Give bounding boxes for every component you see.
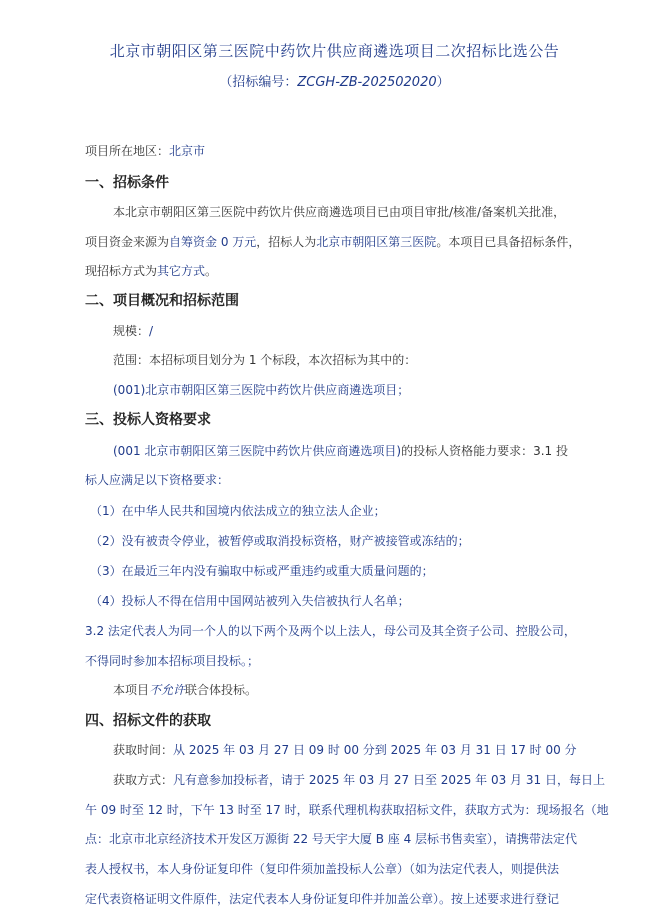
qualification-item-1: （1）在中华人民共和国境内依法成立的独立法人企业； [90, 504, 386, 518]
announcement-title: 北京市朝阳区第三医院中药饮片供应商遴选项目二次招标比选公告 [109, 42, 560, 60]
scope-line: 范围：本招标项目划分为 1 个标段，本次招标为其中的： [113, 353, 417, 367]
acquisition-method-4: 表人授权书，本人身份证复印件（复印件须加盖投标人公章）（如为法定代表人，则提供法 [85, 862, 560, 876]
acquisition-method-3: 点：北京市北京经济技术开发区万源街 22 号天宇大厦 B 座 4 层标书售卖室），请携带法定代 [85, 832, 578, 846]
method-label: 现招标方式为 [85, 264, 158, 278]
method-value: 其它方式 [157, 264, 206, 278]
tenderer-value: 北京市朝阳区第三医院 [316, 235, 437, 249]
section-4-heading: 四、招标文件的获取 [85, 713, 211, 729]
qualification-item-6: 不得同时参加本招标项目投标。； [85, 654, 260, 668]
time-label: 获取时间： [113, 743, 174, 757]
joint-bid-line [113, 681, 653, 698]
section-3-heading: 三、投标人资格要求 [85, 412, 211, 428]
qualification-req: 的投标人资格能力要求：3.1 投 [401, 444, 568, 458]
joint-bid-value: 不允许 [149, 683, 186, 697]
method-label-2: 获取方式： [113, 773, 174, 787]
funding-label: 项目资金来源为 [85, 235, 170, 249]
location-value: 北京市 [169, 144, 206, 158]
method-end: 。 [205, 264, 218, 278]
tenderer-label: ，招标人为 [256, 235, 317, 249]
section-1-line-2 [85, 233, 625, 250]
tender-number-value: ZCGH-ZB-202502020 [297, 75, 437, 90]
acquisition-method-1 [113, 771, 653, 788]
tender-number-close: ） [436, 75, 450, 90]
section-2-heading: 二、项目概况和招标范围 [85, 293, 239, 309]
condition-text: 。本项目已具备招标条件， [436, 235, 581, 249]
project-location [85, 142, 625, 159]
section-1-line-1: 本北京市朝阳区第三医院中药饮片供应商遴选项目已由项目审批/核准/备案机关批准， [113, 205, 566, 219]
qualification-item-4: （4）投标人不得在信用中国网站被列入失信被执行人名单； [90, 594, 410, 608]
qualification-item-2: （2）没有被责令停业，被暂停或取消投标资格，财产被接管或冻结的； [90, 534, 470, 548]
scale-value: / [149, 324, 154, 338]
location-label: 项目所在地区： [85, 144, 170, 158]
scale-line [113, 322, 653, 339]
tender-number [0, 71, 669, 90]
qualification-lot: (001 北京市朝阳区第三医院中药饮片供应商遴选项目) [113, 444, 402, 458]
acquisition-method-2: 午 09 时至 12 时，下午 13 时至 17 时，联系代理机构获取招标文件，获取方式为：现场报名（地 [85, 803, 609, 817]
section-1-line-3 [85, 262, 625, 279]
acquisition-time [113, 741, 653, 758]
tender-number-label: （招标编号： [219, 75, 298, 90]
method-text-1: 凡有意参加投标者，请于 2025 年 03 月 27 日至 2025 年 03 月 31 日，每日上 [173, 773, 605, 787]
joint-bid-suffix: 联合体投标。 [185, 683, 258, 697]
time-value: 从 2025 年 03 月 27 日 09 时 00 分到 2025 年 03 月 31 日 17 时 00 分 [173, 743, 577, 757]
scale-label: 规模： [113, 324, 150, 338]
acquisition-method-5: 定代表资格证明文件原件，法定代表本人身份证复印件并加盖公章）。按上述要求进行登记 [85, 892, 560, 906]
qualification-line-2: 标人应满足以下资格要求： [85, 473, 230, 487]
joint-bid-prefix: 本项目 [113, 683, 150, 697]
qualification-intro [113, 442, 653, 459]
funding-value: 自筹资金 0 万元 [169, 235, 257, 249]
qualification-item-5: 3.2 法定代表人为同一个人的以下两个及两个以上法人，母公司及其全资子公司、控股公司， [85, 624, 576, 638]
lot-line: (001)北京市朝阳区第三医院中药饮片供应商遴选项目； [113, 383, 410, 397]
section-1-heading: 一、招标条件 [85, 175, 169, 191]
qualification-item-3: （3）在最近三年内没有骗取中标或严重违约或重大质量问题的； [90, 564, 434, 578]
